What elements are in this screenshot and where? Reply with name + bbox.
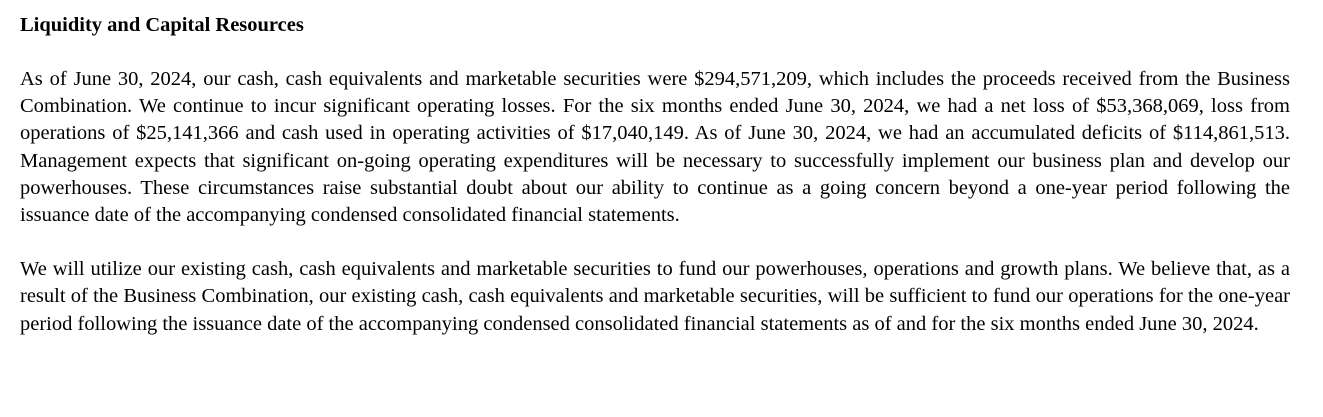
section-heading: Liquidity and Capital Resources [20,14,304,36]
paragraph-funding-plans: We will utilize our existing cash, cash equivalents and marketable securities to fund our powerhouses, operations and growth plans. We believe that, as a result of the Business Combination, our existing cash, cash equivalents and marketable securities, will be sufficient to fund our operations for the one-year period following the issuance date of the accompanying condensed consolidated financial statements as of and for the six months ended June 30, 2024. [20,258,1290,335]
paragraph-liquidity-overview: As of June 30, 2024, our cash, cash equivalents and marketable securities were $294,571,209, which includes the proceeds received from the Business Combination. We continue to incur significant operating losses. For the six months ended June 30, 2024, we had a net loss of $53,368,069, loss from operations of $25,141,366 and cash used in operating activities of $17,040,149. As of June 30, 2024, we had an accumulated deficits of $114,861,513. Management expects that significant on-going operating expenditures will be necessary to successfully implement our business plan and develop our powerhouses. These circumstances raise substantial doubt about our ability to continue as a going concern beyond a one-year period following the issuance date of the accompanying condensed consolidated financial statements. [20,68,1290,227]
